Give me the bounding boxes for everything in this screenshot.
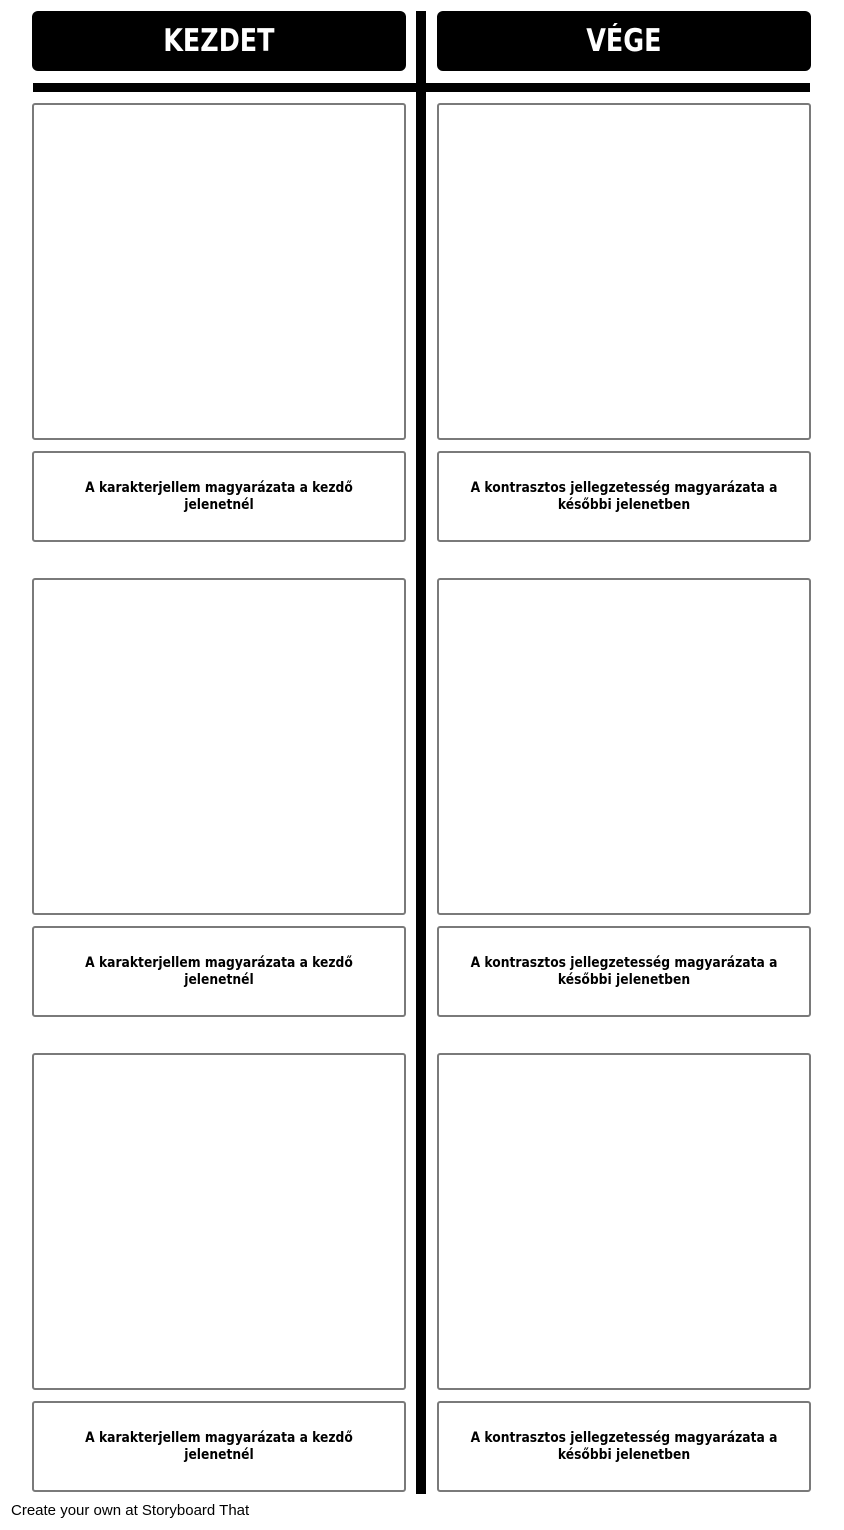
caption-left-2: A karakterjellem magyarázata a kezdő jelenetnél	[85, 954, 353, 988]
image-cell-right-2[interactable]	[437, 578, 811, 915]
image-cell-left-2[interactable]	[32, 578, 406, 915]
header-kezdet	[32, 11, 406, 71]
caption-right-2: A kontrasztos jellegzetesség magyarázata a későbbi jelenetben	[470, 954, 778, 988]
text-cell-right-1[interactable]	[437, 451, 811, 542]
image-cell-left-1[interactable]	[32, 103, 406, 440]
caption-right-1: A kontrasztos jellegzetesség magyarázata a későbbi jelenetben	[470, 479, 778, 513]
header-vege	[437, 11, 811, 71]
image-cell-left-3[interactable]	[32, 1053, 406, 1390]
vertical-divider	[416, 11, 426, 1494]
caption-right-3: A kontrasztos jellegzetesség magyarázata a későbbi jelenetben	[470, 1429, 778, 1463]
header-kezdet-label: KEZDET	[163, 23, 275, 59]
text-cell-right-3[interactable]	[437, 1401, 811, 1492]
text-cell-left-2[interactable]	[32, 926, 406, 1017]
text-cell-right-2[interactable]	[437, 926, 811, 1017]
footer-link[interactable]: Create your own at Storyboard That	[11, 1502, 250, 1519]
text-cell-left-3[interactable]	[32, 1401, 406, 1492]
caption-left-1: A karakterjellem magyarázata a kezdő jelenetnél	[85, 479, 353, 513]
image-cell-right-3[interactable]	[437, 1053, 811, 1390]
image-cell-right-1[interactable]	[437, 103, 811, 440]
text-cell-left-1[interactable]	[32, 451, 406, 542]
caption-left-3: A karakterjellem magyarázata a kezdő jelenetnél	[85, 1429, 353, 1463]
header-vege-label: VÉGE	[586, 23, 662, 59]
